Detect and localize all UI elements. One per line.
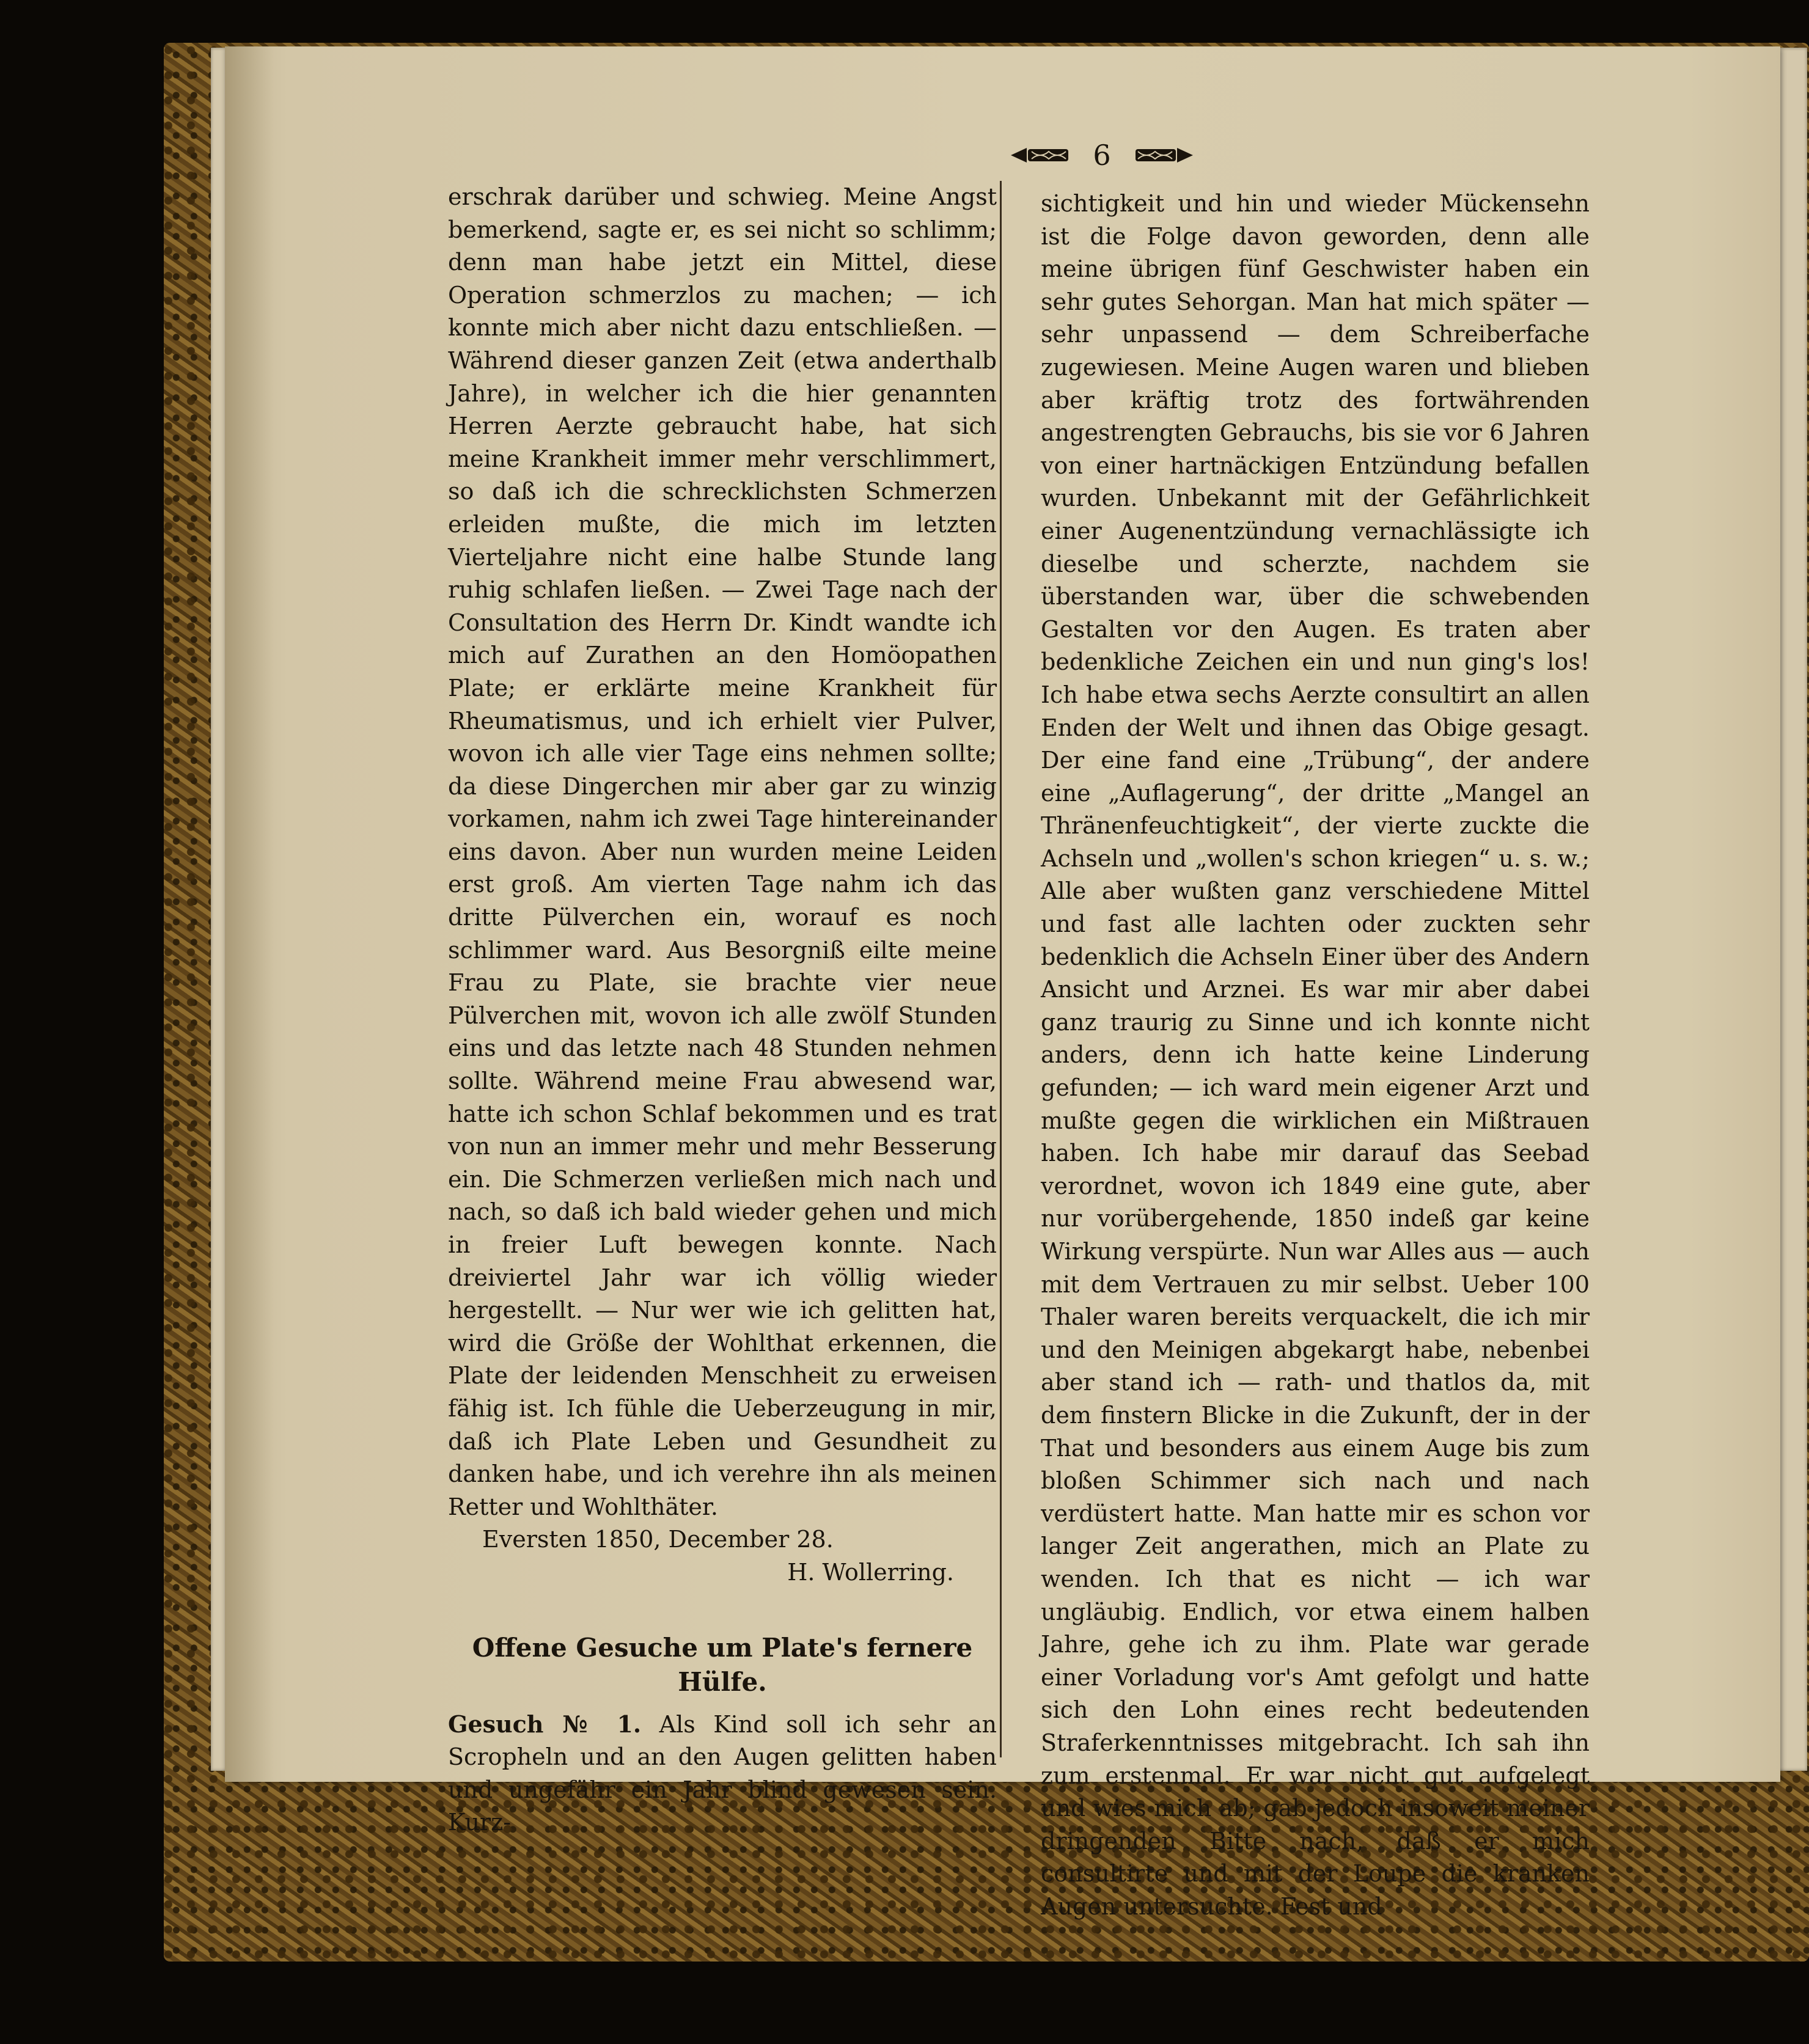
column-divider: [1000, 181, 1002, 1757]
request-text: Als Kind soll ich sehr an Scropheln und an den Augen gelitten haben und ungefähr ein Jahr blind gewesen sein. Kurz-: [448, 1710, 997, 1836]
left-column: [448, 181, 997, 1839]
request-label: Gesuch № 1.: [448, 1710, 642, 1738]
right-column-body: sichtigkeit und hin und wieder Mückensehn ist die Folge davon geworden, denn alle meine übrigen fünf Geschwister haben ein sehr gutes Sehorgan. Man hat mich später — sehr unpassend — dem Schreiberfache zugewiesen. Meine Augen waren und blieben aber kräftig trotz des fortwährenden angestrengten Gebrauchs, bis sie vor 6 Jahren von einer hartnäckigen Entzündung befallen wurden. Unbekannt mit der Gefährlichkeit einer Augenentzündung vernachlässigte ich dieselbe und scherzte, nachdem sie überstanden war, über die schwebenden Gestalten vor den Augen. Es traten aber bedenkliche Zeichen ein und nun ging's los! Ich habe etwa sechs Aerzte consultirt an allen Enden der Welt und ihnen das Obige gesagt. Der eine fand eine „Trübung“, der andere eine „Auflagerung“, der dritte „Mangel an Thränenfeuchtigkeit“, der vierte zuckte die Achseln und „wollen's schon kriegen“ u. s. w.; Alle aber wußten ganz verschiedene Mittel und fast alle lachten oder zuckten sehr bedenklich die Achseln Einer über des Andern Ansicht und Arznei. Es war mir aber dabei ganz traurig zu Sinne und ich konnte nicht anders, denn ich hatte keine Linderung gefunden; — ich ward mein eigener Arzt und mußte gegen die wirklichen ein Mißtrauen haben. Ich habe mir darauf das Seebad verordnet, wovon ich 1849 eine gute, aber nur vorübergehende, 1850 indeß gar keine Wirkung verspürte. Nun war Alles aus — auch mit dem Vertrauen zu mir selbst. Ueber 100 Thaler waren bereits verquackelt, die ich mir und den Meinigen abgekargt habe, nebenbei aber stand ich — rath- und thatlos da, mit dem finstern Blicke in die Zukunft, der in der That und besonders aus einem Auge bis zum bloßen Schimmer sich nach und nach verdüstert hatte. Man hatte mir es schon vor langer Zeit angerathen, mich an Plate zu wenden. Ich that es nicht — ich war ungläubig. Endlich, vor etwa einem halben Jahre, gehe ich zu ihm. Plate war gerade einer Vorladung vor's Amt gefolgt und hatte sich den Lohn eines recht bedeutenden Straferkenntnisses mitgebracht. Ich sah ihn zum erstenmal. Er war nicht gut aufgelegt und wies mich ab; gab jedoch insoweit meiner dringenden Bitte nach, daß er mich consultirte und mit der Loupe die kranken Augen untersuchte. Fest und: [1041, 190, 1590, 1920]
signature-place-date: Eversten 1850, December 28.: [482, 1526, 834, 1553]
bottom-background: [164, 1962, 1809, 2044]
request-paragraph: [448, 1708, 997, 1839]
signature-name: H. Wollerring.: [787, 1558, 954, 1586]
right-column: [1041, 188, 1590, 1923]
right-ornament-icon: [1133, 143, 1194, 167]
page-header: [906, 128, 1297, 183]
page-gutter-shadow: [225, 46, 274, 1782]
document-page: [225, 46, 1780, 1920]
left-column-body: erschrak darüber und schwieg. Meine Angst bemerkend, sagte er, es sei nicht so schlimm; denn man habe jetzt ein Mittel, diese Operation schmerzlos zu machen; — ich konnte mich aber nicht dazu entschließen. — Während dieser ganzen Zeit (etwa anderthalb Jahre), in welcher ich die hier genannten Herren Aerzte gebraucht habe, hat sich meine Krankheit immer mehr verschlimmert, so daß ich die schrecklichsten Schmerzen erleiden mußte, die mich im letzten Vierteljahre nicht eine halbe Stunde lang ruhig schlafen ließen. — Zwei Tage nach der Consultation des Herrn Dr. Kindt wandte ich mich auf Zurathen an den Homöopathen Plate; er erklärte meine Krankheit für Rheumatismus, und ich erhielt vier Pulver, wovon ich alle vier Tage eins nehmen sollte; da diese Dingerchen mir aber gar zu winzig vorkamen, nahm ich zwei Tage hintereinander eins davon. Aber nun wurden meine Leiden erst groß. Am vierten Tage nahm ich das dritte Pülverchen ein, worauf es noch schlimmer ward. Aus Besorgniß eilte meine Frau zu Plate, sie brachte vier neue Pülverchen mit, wovon ich alle zwölf Stunden eins und das letzte nach 48 Stunden nehmen sollte. Während meine Frau abwesend war, hatte ich schon Schlaf bekommen und es trat von nun an immer mehr und mehr Besserung ein. Die Schmerzen verließen mich nach und nach, so daß ich bald wieder gehen und mich in freier Luft bewegen konnte. Nach dreiviertel Jahr war ich völlig wieder hergestellt. — Nur wer wie ich gelitten hat, wird die Größe der Wohlthat erkennen, die Plate der leidenden Menschheit zu erweisen fähig ist. Ich fühle die Ueberzeugung in mir, daß ich Plate Leben und Gesundheit zu danken habe, und ich verehre ihn als meinen Retter und Wohlthäter.: [448, 183, 997, 1520]
page-number: 6: [1093, 139, 1111, 172]
section-heading: Offene Gesuche um Plate's fernere Hülfe.: [472, 1632, 973, 1697]
left-ornament-icon: [1010, 143, 1071, 167]
